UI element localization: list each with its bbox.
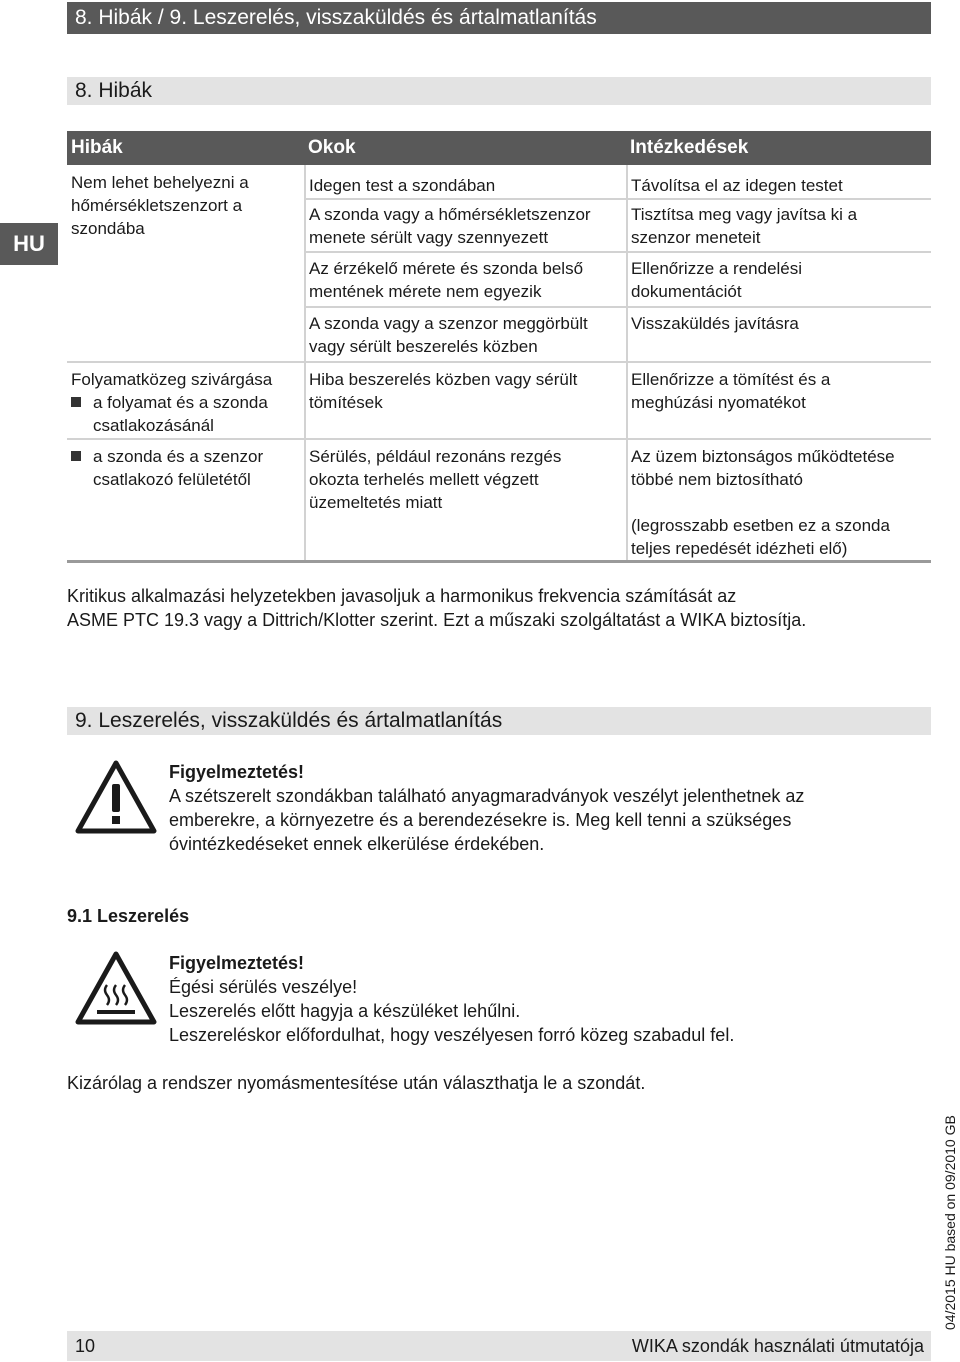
fault-1-line: hőmérsékletszenzort a: [71, 196, 243, 215]
page-header: 8. Hibák / 9. Leszerelés, visszaküldés és ártalmatlanítás: [67, 2, 931, 34]
page-footer: [67, 1331, 931, 1361]
header-faults: Hibák: [71, 137, 123, 158]
action-3: [631, 257, 802, 303]
bullet-text: csatlakozásánál: [93, 416, 214, 435]
note-line: ASME PTC 19.3 vagy a Dittrich/Klotter szerint. Ezt a műszaki szolgáltatást a WIKA biztosítja.: [67, 610, 807, 630]
cause-line: Sérülés, például rezonáns rezgés: [309, 447, 562, 466]
cause-2: [309, 203, 591, 249]
table-bottom-rule: [67, 560, 931, 563]
action-line: Távolítsa el az idegen testet: [631, 176, 843, 195]
action-1: [631, 174, 843, 197]
section-8-title: 8. Hibák: [67, 77, 931, 105]
cause-line: Idegen test a szondában: [309, 176, 496, 195]
document-version-label: 04/2015 HU based on 09/2010 GB: [942, 1115, 958, 1330]
action-line: Ellenőrizze a rendelési: [631, 259, 803, 278]
fault-2-bullet-1: [71, 391, 301, 414]
bullet-text: csatlakozó felületétől: [93, 470, 251, 489]
row-rule: [306, 198, 931, 200]
note-line: Kritikus alkalmazási helyzetekben javasoljuk a harmonikus frekvencia számítását az: [67, 586, 737, 606]
fault-1-line: szondába: [71, 219, 145, 238]
cause-line: A szonda vagy a hőmérsékletszenzor: [309, 205, 591, 224]
row-rule: [306, 306, 931, 308]
warning-line: emberekre, a környezetre és a berendezésekre is. Meg kell tenni a szükséges: [169, 810, 792, 830]
action-5: [631, 368, 830, 414]
subsection-9-1-title: 9.1 Leszerelés: [67, 906, 190, 926]
action-line: többé nem biztosítható: [631, 470, 804, 489]
cause-line: mentének mérete nem egyezik: [309, 282, 542, 301]
cause-4: [309, 312, 588, 358]
cause-line: A szonda vagy a szenzor meggörbült: [309, 314, 588, 333]
cause-6: [309, 445, 561, 514]
cause-line: Hiba beszerelés közben vagy sérült: [309, 370, 578, 389]
action-line: Ellenőrizze a tömítést és a: [631, 370, 831, 389]
warning-title: Figyelmeztetés!: [169, 953, 305, 973]
bullet-text: a folyamat és a szonda: [93, 393, 268, 412]
warning-title: Figyelmeztetés!: [169, 762, 305, 782]
action-note-line: (legrosszabb esetben ez a szonda: [631, 516, 890, 535]
header-actions: Intézkedések: [630, 137, 749, 158]
cause-line: vagy sérült beszerelés közben: [309, 337, 538, 356]
table-divider-1: [304, 165, 306, 561]
document-title: WIKA szondák használati útmutatója: [631, 1336, 924, 1356]
cause-3: [309, 257, 583, 303]
page-number: 10: [75, 1336, 96, 1356]
bullet-square-icon: [71, 451, 81, 461]
warning-line: Leszereléskor előfordulhat, hogy veszélyesen forró közeg szabadul fel.: [169, 1025, 735, 1045]
section-9-title: 9. Leszerelés, visszaküldés és ártalmatlanítás: [67, 707, 931, 735]
row-rule: [67, 438, 931, 440]
fault-1: [71, 171, 296, 240]
action-line: szenzor meneteit: [631, 228, 761, 247]
action-note-line: teljes repedését idézheti elő): [631, 539, 848, 558]
warning-line: Leszerelés előtt hagyja a készüléket lehűlni.: [169, 1001, 521, 1021]
cause-1: [309, 174, 495, 197]
cause-line: Az érzékelő mérete és szonda belső: [309, 259, 584, 278]
cause-line: menete sérült vagy szennyezett: [309, 228, 549, 247]
warning-triangle-icon: [75, 760, 157, 834]
row-rule: [306, 251, 931, 253]
subsection-9-1-note: Kizárólag a rendszer nyomásmentesítése után választhatja le a szondát.: [67, 1073, 646, 1093]
cause-line: okozta terhelés mellett végzett: [309, 470, 539, 489]
action-line: Tisztítsa meg vagy javítsa ki a: [631, 205, 858, 224]
section-8-note: [67, 584, 931, 632]
fault-2-title: Folyamatközeg szivárgása: [71, 370, 273, 389]
header-causes: Okok: [308, 137, 356, 158]
table-divider-2: [626, 165, 628, 561]
bullet-text: a szonda és a szenzor: [93, 447, 264, 466]
action-6: [631, 445, 895, 560]
fault-table-header: [67, 131, 931, 165]
fault-2-bullet-2: [71, 445, 301, 491]
language-tab: HU: [0, 223, 58, 265]
warning-line: óvintézkedéseket ennek elkerülése érdekében.: [169, 834, 545, 854]
bullet-square-icon: [71, 397, 81, 407]
warning-block-1: [169, 760, 929, 856]
warning-line: Égési sérülés veszélye!: [169, 977, 358, 997]
fault-1-line: Nem lehet behelyezni a: [71, 173, 249, 192]
row-rule: [67, 361, 931, 363]
action-4: [631, 312, 799, 335]
warning-block-2: [169, 951, 929, 1047]
action-line: dokumentációt: [631, 282, 742, 301]
action-line: Az üzem biztonságos működtetése: [631, 447, 895, 466]
cause-5: [309, 368, 577, 414]
action-line: meghúzási nyomatékot: [631, 393, 806, 412]
fault-2: [71, 368, 301, 437]
action-line: Visszaküldés javításra: [631, 314, 799, 333]
cause-line: üzemeltetés miatt: [309, 493, 443, 512]
cause-line: tömítések: [309, 393, 383, 412]
hot-surface-warning-icon: [75, 951, 157, 1025]
warning-line: A szétszerelt szondákban található anyagmaradványok veszélyt jelenthetnek az: [169, 786, 805, 806]
action-2: [631, 203, 857, 249]
